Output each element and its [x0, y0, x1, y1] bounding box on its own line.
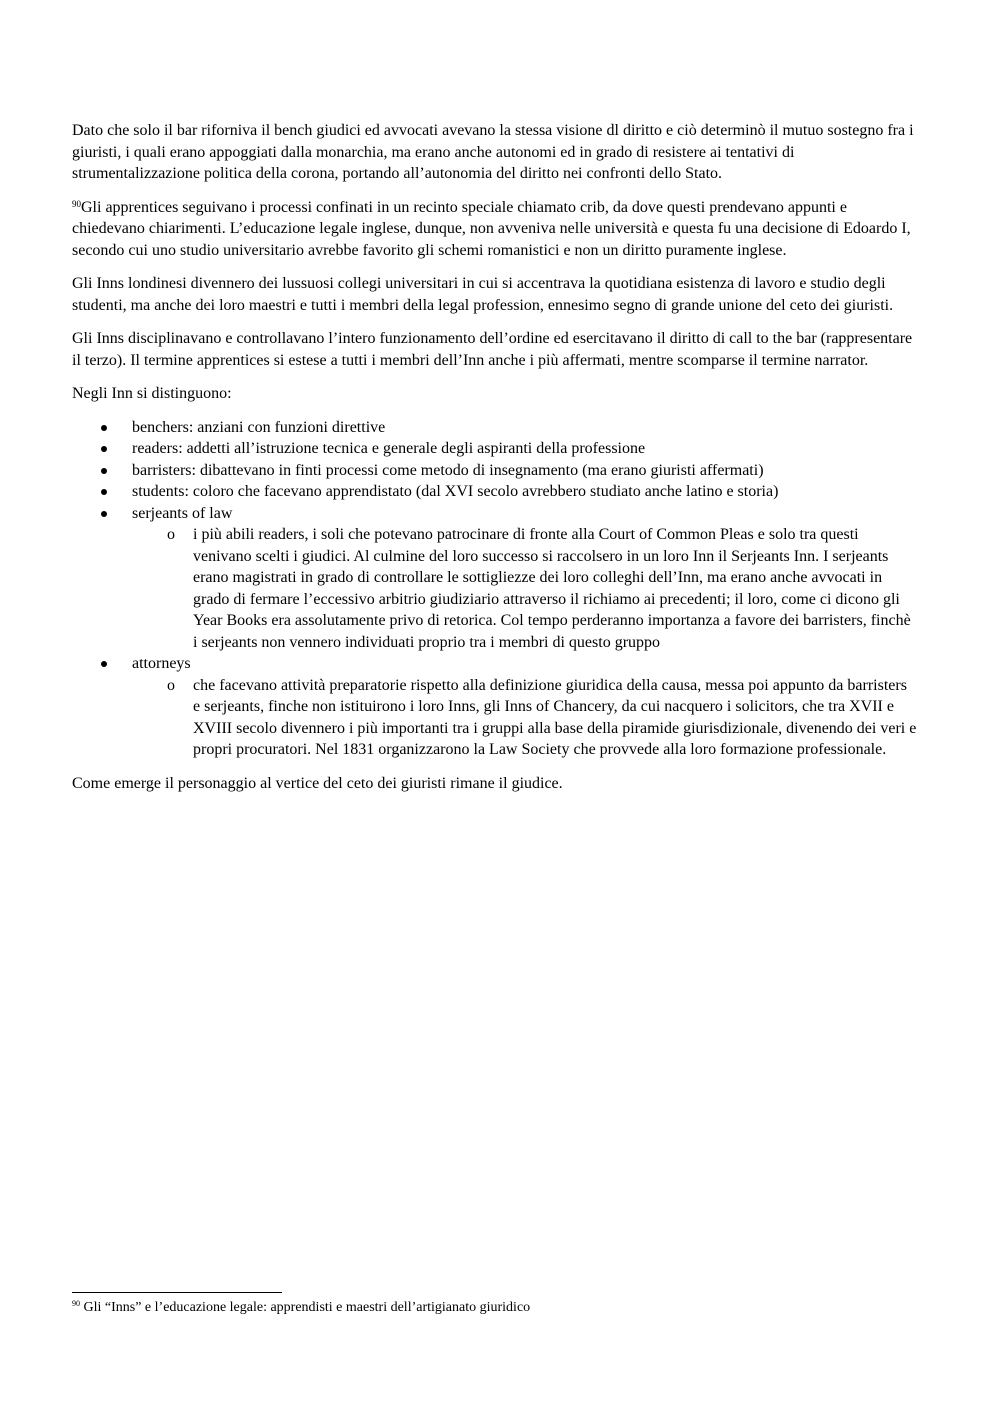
- paragraph-inns-colleges: Gli Inns londinesi divennero dei lussuosi collegi universitari in cui si accentrava la quotidiana esistenza di lavoro e studio degli studenti, ma anche dei loro maestri e tutti i membri della legal profession, ennesimo segno di grande unione del ceto dei giuristi.: [72, 275, 894, 314]
- list-item: [72, 417, 917, 439]
- circle-bullet-icon: o: [167, 676, 175, 694]
- paragraph-closing: Come emerge il personaggio al vertice del ceto dei giuristi rimane il giudice.: [72, 774, 563, 792]
- list-item-text: barristers: dibattevano in finti processi come metodo di insegnamento (ma erano giuristi affermati): [132, 461, 764, 479]
- list-item-text: students: coloro che facevano apprendistato (dal XVI secolo avrebbero studiato anche latino e storia): [132, 483, 779, 500]
- list-item: [72, 503, 917, 654]
- footnote-number: 90: [72, 1299, 80, 1308]
- paragraph-apprentices-text: Gli apprentices seguivano i processi confinati in un recinto speciale chiamato crib, da dove questi prendevano appunti e chiedevano chiarimenti. L’educazione legale inglese, dunque, non avveniva nelle università e questa fu una decisione di Edoardo I, secondo cui uno studio universitario avrebbe favorito gli schemi romanistici e non un diritto puramente inglese.: [72, 198, 911, 259]
- bullet-icon: [101, 446, 107, 452]
- list-item: [72, 460, 917, 482]
- sublist: [132, 675, 917, 761]
- sublist-item-text: i più abili readers, i soli che potevano patrocinare di fronte alla Court of Common Pleas e solo tra questi venivano scelti i giudici. Al culmine del loro successo si raccolsero in un loro Inn il Serjeants Inn. I serjeants erano magistrati in grado di controllare le sottigliezze dei loro colleghi dell’Inn, ma erano anche avvocati in grado di fermare l’eccessivo arbitrio giudiziario attraverso il richiamo ai precedenti; il loro, come ci dicono gli Year Books era assolutamente privo di retorica. Col tempo perderanno importanza a favore dei barristers, finchè i serjeants non vennero individuati proprio tra i membri di questo gruppo: [193, 526, 911, 651]
- bullet-icon: [101, 489, 107, 495]
- list-item: [72, 481, 917, 503]
- footnote: [72, 1299, 917, 1317]
- sublist: [132, 524, 917, 653]
- paragraph-apprentices: [72, 197, 917, 262]
- sublist-item: [132, 675, 917, 761]
- list-item-text: readers: addetti all’istruzione tecnica e generale degli aspiranti della professione: [132, 440, 646, 457]
- paragraph-inns-discipline: Gli Inns disciplinavano e controllavano l’intero funzionamento dell’ordine ed esercitavano il diritto di call to the bar (rappresentare il terzo). Il termine apprentices si estese a tutti i membri dell’Inn anche i più affermati, mentre scomparse il termine narrator.: [72, 330, 913, 369]
- list-item: [72, 653, 917, 761]
- members-list: [72, 417, 917, 761]
- bullet-icon: [101, 511, 107, 517]
- footnote-text: Gli “Inns” e l’educazione legale: apprendisti e maestri dell’artigianato giuridico: [83, 1300, 531, 1315]
- list-item-text: serjeants of law: [132, 504, 233, 522]
- list-item-text: benchers: anziani con funzioni direttive: [132, 418, 386, 436]
- bullet-icon: [101, 425, 107, 431]
- bullet-icon: [101, 468, 107, 474]
- paragraph-list-intro: Negli Inn si distinguono:: [72, 385, 232, 402]
- sublist-item: [132, 524, 917, 653]
- list-item: [72, 438, 917, 460]
- sublist-item-text: che facevano attività preparatorie rispetto alla definizione giuridica della causa, messa poi appunto da barristers e serjeants, finche non istituirono i loro Inns, gli Inns of Chancery, da cui nacquero i solicitors, che tra XVII e XVIII secolo divennero i più importanti tra i gruppi alla base della piramide giurisdizionale, divenendo dei veri e propri procuratori. Nel 1831 organizzarono la Law Society che provvede alla loro formazione professionale.: [193, 676, 917, 758]
- circle-bullet-icon: o: [167, 526, 175, 543]
- bullet-icon: [101, 661, 107, 667]
- footnote-reference[interactable]: 90: [72, 198, 81, 209]
- footnote-separator: [72, 1292, 282, 1293]
- list-item-text: attorneys: [132, 655, 191, 672]
- document-body: [72, 120, 917, 806]
- paragraph-bar-bench: Dato che solo il bar riforniva il bench giudici ed avvocati avevano la stessa visione dl diritto e ciò determinò il mutuo sostegno fra i giuristi, i quali erano appoggiati dalla monarchia, ma erano anche autonomi ed in grado di resistere ai tentativi di strumentalizzazione politica della corona, portando all’autonomia del diritto nei confronti dello Stato.: [72, 122, 914, 182]
